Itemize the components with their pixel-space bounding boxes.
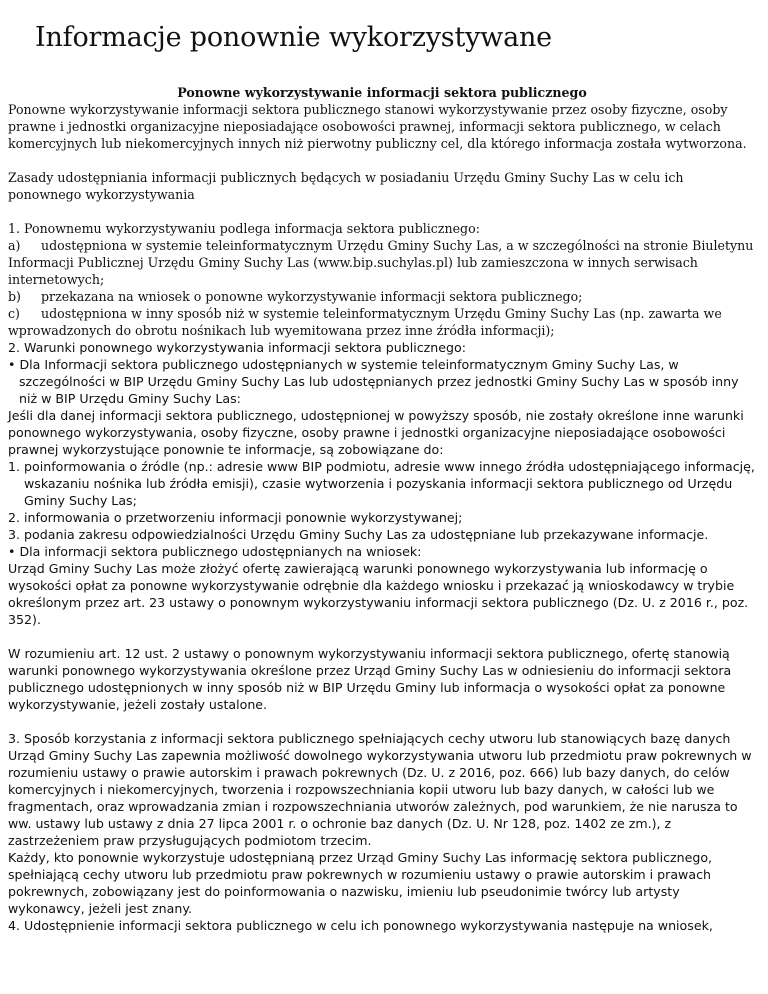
- condition-item: [8, 526, 756, 543]
- item-marker: 1.: [8, 459, 21, 474]
- point-1-heading: 1. Ponownemu wykorzystywaniu podlega informacja sektora publicznego:: [8, 221, 480, 236]
- item-text: poinformowania o źródle (np.: adresie www BIP podmiotu, adresie www innego źródła udostępniającego informację, wskazaniu nośnika lub źródła emisji), czasie wytworzenia i pozyskania informacji sektora publicznego od Urzędu Gminy Suchy Las;: [24, 459, 755, 508]
- conditions-intro: Jeśli dla danej informacji sektora publicznego, udostępnionej w powyższy sposób, nie zostały określone inne warunki ponownego wykorzystywania, osoby fizyczne, osoby prawne i jednostki organizacyjne nieposiadające osobowości prawnej wykorzystujące ponownie te informacje, są zobowiązane do:: [8, 408, 744, 457]
- item-marker: 3.: [8, 527, 21, 542]
- conditions-list: [8, 458, 756, 543]
- section-title: Ponowne wykorzystywanie informacji sektora publicznego: [177, 85, 587, 100]
- condition-item: [8, 509, 756, 526]
- bullet-item: [8, 543, 756, 560]
- page-title: Informacje ponownie wykorzystywane: [35, 22, 552, 53]
- item-marker: b): [8, 289, 21, 304]
- rules-heading: Zasady udostępniania informacji publicznych będących w posiadaniu Urzędu Gminy Suchy Las w celu ich ponownego wykorzystywania: [8, 170, 684, 202]
- bullet-text: Dla informacji sektora publicznego udostępnianych na wniosek:: [19, 544, 422, 559]
- item-marker: 2.: [8, 510, 21, 525]
- point-1-item-c: [8, 305, 756, 339]
- point-3-paragraph-2: Każdy, kto ponownie wykorzystuje udostępnianą przez Urząd Gminy Suchy Las informację sektora publicznego, spełniającą cechy utworu lub przedmiotu praw pokrewnych w rozumieniu ustawy o prawie autorskim i prawach pokrewnych, zobowiązany jest do poinformowania o nazwisku, imieniu lub pseudonimie twórcy lub artysty wykonawcy, jeżeli jest znany.: [8, 850, 713, 916]
- request-paragraph: Urząd Gminy Suchy Las może złożyć ofertę zawierającą warunki ponownego wykorzystywania lub informację o wysokości opłat za ponowne wykorzystywanie odrębnie dla każdego wniosku i przekazać ją wnioskodawcy w trybie określonym przez art. 23 ustawy o ponownym wykorzystywaniu informacji sektora publicznego (Dz. U. z 2016 r., poz. 352).: [8, 561, 749, 627]
- point-3-heading: 3. Sposób korzystania z informacji sektora publicznego spełniających cechy utworu lub stanowiących bazę danych: [8, 731, 731, 746]
- point-3-paragraph: Urząd Gminy Suchy Las zapewnia możliwość dowolnego wykorzystywania utworu lub przedmiotu praw pokrewnych w rozumieniu ustawy o prawie autorskim i prawach pokrewnych (Dz. U. z 2016, poz. 666) lub bazy danych, do celów komercyjnych i niekomercyjnych, tworzenia i rozpowszechniania kopii utworu lub bazy danych, w całości lub we fragmentach, oraz wprowadzania zmian i rozpowszechniania utworów zależnych, pod warunkiem, że nie narusza to ww. ustawy lub ustawy z dnia 27 lipca 2001 r. o ochronie baz danych (Dz. U. Nr 128, poz. 1402 ze zm.), z zastrzeżeniem praw przysługujących podmiotom trzecim.: [8, 748, 752, 848]
- item-text: udostępniona w systemie teleinformatycznym Urzędu Gminy Suchy Las, a w szczególności na stronie Biuletynu Informacji Publicznej Urzędu Gminy Suchy Las (www.bip.suchylas.pl) lub zamieszczona w innych serwisach internetowych;: [8, 238, 754, 287]
- item-marker: c): [8, 306, 20, 321]
- point-2-bullets-2: [8, 543, 756, 560]
- bullet-icon: •: [8, 357, 20, 372]
- point-4-paragraph: 4. Udostępnienie informacji sektora publicznego w celu ich ponownego wykorzystywania następuje na wniosek,: [8, 918, 713, 933]
- item-text: udostępniona w inny sposób niż w systemie teleinformatycznym Urzędu Gminy Suchy Las (np. zawarta we wprowadzonych do obrotu nośnikach lub wyemitowana przez inne źródła informacji);: [8, 306, 722, 338]
- bullet-item: [8, 356, 756, 407]
- art12-paragraph: W rozumieniu art. 12 ust. 2 ustawy o ponownym wykorzystywaniu informacji sektora publicznego, ofertę stanowią warunki ponownego wykorzystywania określone przez Urząd Gminy Suchy Las w odniesieniu do informacji sektora publicznego udostępnionych w inny sposób niż w BIP Urzędu Gminy lub informacja o wysokości opłat za ponowne wykorzystywanie, jeżeli zostały ustalone.: [8, 646, 732, 712]
- point-2-heading: 2. Warunki ponownego wykorzystywania informacji sektora publicznego:: [8, 340, 466, 355]
- bullet-icon: •: [8, 544, 20, 559]
- condition-item: [8, 458, 756, 509]
- point-1-list: [8, 237, 756, 339]
- point-1-item-a: [8, 237, 756, 288]
- item-text: przekazana na wniosek o ponowne wykorzystywanie informacji sektora publicznego;: [41, 289, 583, 304]
- point-2-bullets: [8, 356, 756, 407]
- bullet-text: Dla Informacji sektora publicznego udostępnianych w systemie teleinformatycznym Gminy Suchy Las, w szczególności w BIP Urzędu Gminy Suchy Las lub udostępnianych przez jednostki Gminy Suchy Las w sposób inny niż w BIP Urzędu Gminy Suchy Las:: [19, 357, 739, 406]
- intro-paragraph: Ponowne wykorzystywanie informacji sektora publicznego stanowi wykorzystywanie przez osoby fizyczne, osoby prawne i jednostki organizacyjne nieposiadające osobowości prawnej, informacji sektora publicznego, w celach komercyjnych lub niekomercyjnych innych niż pierwotny publiczny cel, dla którego informacja została wytworzona.: [8, 102, 747, 151]
- point-1-item-b: [8, 288, 756, 305]
- item-text: podania zakresu odpowiedzialności Urzędu Gminy Suchy Las za udostępniane lub przekazywane informacje.: [24, 527, 709, 542]
- item-marker: a): [8, 238, 21, 253]
- item-text: informowania o przetworzeniu informacji ponownie wykorzystywanej;: [24, 510, 463, 525]
